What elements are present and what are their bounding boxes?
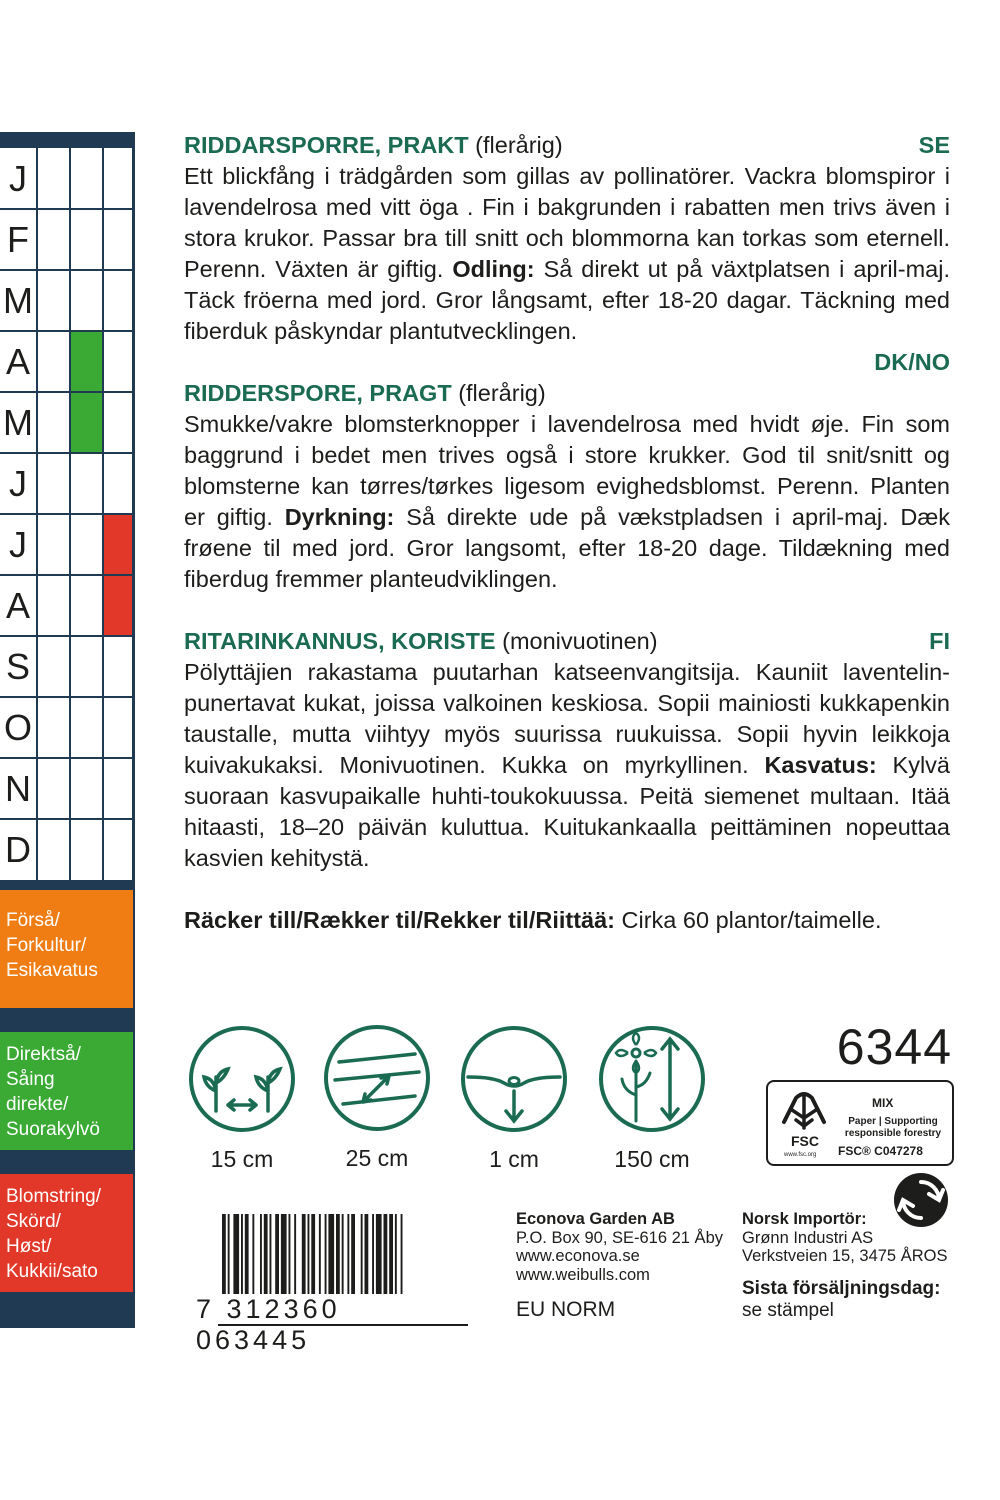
month-letter: M xyxy=(3,402,33,443)
grid-line xyxy=(0,513,132,515)
barcode-bar xyxy=(241,1214,243,1294)
company-name: Econova Garden AB xyxy=(516,1210,675,1228)
month-letter: N xyxy=(5,768,31,809)
month-cell xyxy=(70,392,102,453)
plant-spacing xyxy=(188,1025,296,1173)
barcode-bar xyxy=(311,1214,315,1294)
month-cell xyxy=(37,331,69,392)
barcode-bar xyxy=(294,1214,296,1294)
barcode-bar xyxy=(336,1214,340,1294)
eu-norm: EU NORM xyxy=(516,1298,616,1321)
month-row xyxy=(0,575,132,636)
barcode-bar xyxy=(222,1214,226,1294)
legend-line: Forkultur/ xyxy=(6,935,87,956)
fi-bold: Kasvatus: xyxy=(764,752,877,778)
month-cell xyxy=(103,758,132,819)
barcode-bar xyxy=(270,1214,272,1294)
se-heading xyxy=(184,130,950,161)
month-letter: F xyxy=(7,219,29,260)
row-spacing-label: 25 cm xyxy=(345,1145,409,1171)
fi-subtitle: (monivuotinen) xyxy=(502,628,658,654)
barcode-bar xyxy=(228,1214,230,1294)
month-letter: D xyxy=(5,829,31,870)
barcode-bar xyxy=(389,1214,393,1294)
month-cell xyxy=(70,148,102,209)
legend-line: Kukkii/sato xyxy=(6,1261,98,1282)
barcode-bar xyxy=(325,1214,327,1294)
yield-bold: Räcker till/Rækker til/Rekker til/Riittää: xyxy=(184,907,616,933)
fsc-logo-text: FSC xyxy=(791,1133,819,1149)
month-cell xyxy=(37,270,69,331)
description-text xyxy=(184,130,950,936)
sowing-depth-icon xyxy=(460,1025,568,1133)
fsc-tree-icon xyxy=(778,1088,832,1152)
fsc-mix: MIX xyxy=(872,1096,894,1110)
dk-description xyxy=(184,409,950,595)
month-cell xyxy=(70,209,102,270)
month-cell xyxy=(70,270,102,331)
grid-line xyxy=(0,635,132,637)
plant-spacing-icon xyxy=(188,1025,296,1133)
plant-spacing-label: 15 cm xyxy=(210,1146,274,1172)
legend-line: Høst/ xyxy=(6,1236,52,1257)
month-row xyxy=(0,453,132,514)
month-cell xyxy=(37,697,69,758)
month-letter: O xyxy=(3,707,32,748)
dk-text-2: Så direkte ude på vækstpladsen i april-maj. Dæk frøene til med jord. Gror langsomt, efter 18-20 dage. Tildækning med fiberdug fremmer planteudviklingen. xyxy=(184,504,950,592)
dk-subtitle: (flerårig) xyxy=(458,380,546,406)
month-letter: S xyxy=(5,646,30,687)
company-address: P.O. Box 90, SE-616 21 Åby xyxy=(516,1228,723,1247)
grid-line xyxy=(0,757,132,759)
month-cell xyxy=(70,575,102,636)
importer-name: Grønn Industri AS xyxy=(742,1228,874,1247)
fsc-label xyxy=(766,1080,954,1166)
legend-bloom xyxy=(0,1174,133,1292)
barcode-bar xyxy=(281,1214,287,1294)
month-cell xyxy=(37,209,69,270)
barcode-bar xyxy=(260,1214,262,1294)
sowing-depth-label: 1 cm xyxy=(489,1146,539,1172)
grid-line xyxy=(0,269,132,271)
month-cell xyxy=(103,148,132,209)
sowing-depth xyxy=(460,1025,568,1173)
month-cell xyxy=(70,819,102,880)
dk-lang: DK/NO xyxy=(874,349,950,375)
barcode-bar xyxy=(245,1214,249,1294)
importer-address: Verkstveien 15, 3475 ÅROS xyxy=(742,1247,948,1265)
barcode-bar xyxy=(275,1214,279,1294)
se-title: RIDDARSPORRE, PRAKT xyxy=(184,132,469,158)
month-cell xyxy=(37,514,69,575)
fsc-code: FSC® C047278 xyxy=(838,1144,923,1158)
barcode-bar xyxy=(328,1214,334,1294)
plant-height-label: 150 cm xyxy=(614,1146,690,1172)
month-cell xyxy=(37,758,69,819)
month-cell xyxy=(37,453,69,514)
barcode-bar xyxy=(401,1214,403,1294)
dk-heading xyxy=(184,378,950,409)
month-cell xyxy=(70,514,102,575)
month-cell xyxy=(37,819,69,880)
last-sale-text: se stämpel xyxy=(742,1300,834,1321)
barcode-bar xyxy=(233,1214,239,1294)
se-subtitle: (flerårig) xyxy=(475,132,563,158)
month-row xyxy=(0,392,132,453)
barcode-bar xyxy=(264,1214,268,1294)
grid-line xyxy=(0,696,132,698)
fsc-paper: Paper | Supporting responsible forestry xyxy=(844,1116,942,1139)
month-letter: J xyxy=(9,463,27,504)
yield-line xyxy=(184,905,950,936)
barcode-bar xyxy=(384,1214,388,1294)
month-row xyxy=(0,331,132,392)
month-cell xyxy=(103,636,132,697)
barcode-bar xyxy=(361,1214,363,1294)
legend-sow-direct xyxy=(0,1032,133,1150)
se-text-1: Ett blickfång i trädgården som gillas av pollinatörer. Vackra blomspiror i lavendelrosa med vitt öga . Fin i bakgrunden i rabatten men trivs även i stora krukor. Passar bra till snitt och blommorna kan torkas som eternell. Perenn. Växten är giftig. xyxy=(184,163,950,282)
fsc-site: www.fsc.org xyxy=(784,1152,817,1158)
month-cell xyxy=(103,209,132,270)
month-cell xyxy=(103,514,132,575)
barcode-bar xyxy=(308,1214,310,1294)
legend-line: Förså/ xyxy=(6,910,60,931)
grid-line xyxy=(0,391,132,393)
row-spacing-icon xyxy=(323,1024,431,1132)
barcode-bar xyxy=(365,1214,369,1294)
plant-height-icon xyxy=(598,1025,706,1133)
month-cell xyxy=(37,575,69,636)
fi-text-2: Kylvä suoraan kasvupaikalle huhti-toukokuussa. Peitä siemenet multaan. Itää hitaasti, 18–20 päivän kuluttua. Kuitukankaalla peittäminen nopeuttaa kasvien kehitystä. xyxy=(184,752,951,871)
month-row xyxy=(0,758,132,819)
month-letter: A xyxy=(5,341,30,382)
barcode-bar xyxy=(372,1214,374,1294)
legend-line: Direktså/ xyxy=(6,1044,81,1065)
grid-line xyxy=(0,452,132,454)
barcode-bar xyxy=(347,1214,349,1294)
month-letter: M xyxy=(3,280,33,321)
company-web-1: www.econova.se xyxy=(516,1247,640,1265)
legend-line: Såing xyxy=(6,1069,55,1090)
month-letter: J xyxy=(9,158,27,199)
month-cell xyxy=(70,697,102,758)
fi-heading xyxy=(184,626,950,657)
month-cell xyxy=(70,636,102,697)
month-cell xyxy=(103,453,132,514)
month-cell xyxy=(70,758,102,819)
se-text-2: Så direkt ut på växtplatsen i april-maj. Täck fröerna med jord. Gror långsamt, efter 18-20 dagar. Täckning med fiberduk påskyndar plantutvecklingen. xyxy=(184,256,950,344)
month-cell xyxy=(37,392,69,453)
dk-text-1: Smukke/vakre blomsterknopper i lavendelrosa med hvidt øje. Fin som baggrund i bedet men trives også i store krukker. God til snit/snitt og blomsterne kan tørres/tørkes ligesom evighedsblomst. Perenn. Planten er giftig. xyxy=(184,411,950,530)
barcode-bar xyxy=(319,1214,321,1294)
month-letter: J xyxy=(9,524,27,565)
legend-line: Esikavatus xyxy=(6,960,98,981)
month-cell xyxy=(37,636,69,697)
barcode-bar xyxy=(351,1214,355,1294)
barcode-bar xyxy=(289,1214,291,1294)
barcode-bar xyxy=(376,1214,382,1294)
grid-line xyxy=(0,574,132,576)
legend-sow-indoors xyxy=(0,890,133,1008)
grid-line xyxy=(0,208,132,210)
month-cell xyxy=(103,575,132,636)
month-cell xyxy=(103,270,132,331)
legend-line: Skörd/ xyxy=(6,1211,61,1232)
month-row xyxy=(0,819,132,880)
fi-lang: FI xyxy=(929,628,950,654)
dk-bold: Dyrkning: xyxy=(284,504,395,530)
barcode xyxy=(222,1214,462,1294)
month-cell xyxy=(103,331,132,392)
row-spacing xyxy=(323,1024,431,1172)
sowing-calendar xyxy=(0,132,135,1328)
plant-height xyxy=(598,1025,706,1173)
month-row xyxy=(0,209,132,270)
legend-line: Suorakylvö xyxy=(6,1119,100,1140)
barcode-bar xyxy=(342,1214,344,1294)
month-cell xyxy=(37,148,69,209)
importer-title: Norsk Importör: xyxy=(742,1210,867,1228)
recycle-icon xyxy=(893,1172,949,1228)
month-cell xyxy=(103,392,132,453)
last-sale-date xyxy=(742,1278,940,1322)
barcode-bar xyxy=(302,1214,306,1294)
yield-text: Cirka 60 plantor/taimelle. xyxy=(615,907,882,933)
last-sale-title: Sista försäljningsdag: xyxy=(742,1278,941,1299)
dk-title: RIDDERSPORE, PRAGT xyxy=(184,380,452,406)
se-description xyxy=(184,161,950,347)
se-bold: Odling: xyxy=(452,256,535,282)
grid-line xyxy=(0,330,132,332)
month-row xyxy=(0,148,132,209)
month-row xyxy=(0,514,132,575)
grid-line xyxy=(0,818,132,820)
fi-title: RITARINKANNUS, KORISTE xyxy=(184,628,496,654)
month-letter: A xyxy=(5,585,30,626)
month-row xyxy=(0,270,132,331)
month-row xyxy=(0,697,132,758)
company-web-2: www.weibulls.com xyxy=(516,1265,650,1284)
legend-line: Blomstring/ xyxy=(6,1186,102,1207)
legend-line: direkte/ xyxy=(6,1094,69,1115)
barcode-bar xyxy=(252,1214,254,1294)
month-cell xyxy=(70,453,102,514)
month-cell xyxy=(103,819,132,880)
month-cell xyxy=(103,697,132,758)
month-row xyxy=(0,636,132,697)
barcode-bar xyxy=(395,1214,397,1294)
fi-description xyxy=(184,657,950,874)
se-lang: SE xyxy=(918,132,950,158)
product-number: 6344 xyxy=(836,1019,952,1075)
company-info xyxy=(516,1210,723,1284)
month-cell xyxy=(70,331,102,392)
barcode-digits: 7 312360 063445 xyxy=(196,1294,341,1355)
fi-text-1: Pölyttäjien rakastama puutarhan katseenvangitsija. Kauniit laventelinpunertavat kukat, joissa valkoinen keskiosa. Sopii mainiosti kukkapenkin taustalle, mutta viihtyy myös suurissa ruukuissa. Sopii hyvin leikkoja kuivakukaksi. Monivuotinen. Kukka on myrkyllinen. xyxy=(184,659,950,778)
